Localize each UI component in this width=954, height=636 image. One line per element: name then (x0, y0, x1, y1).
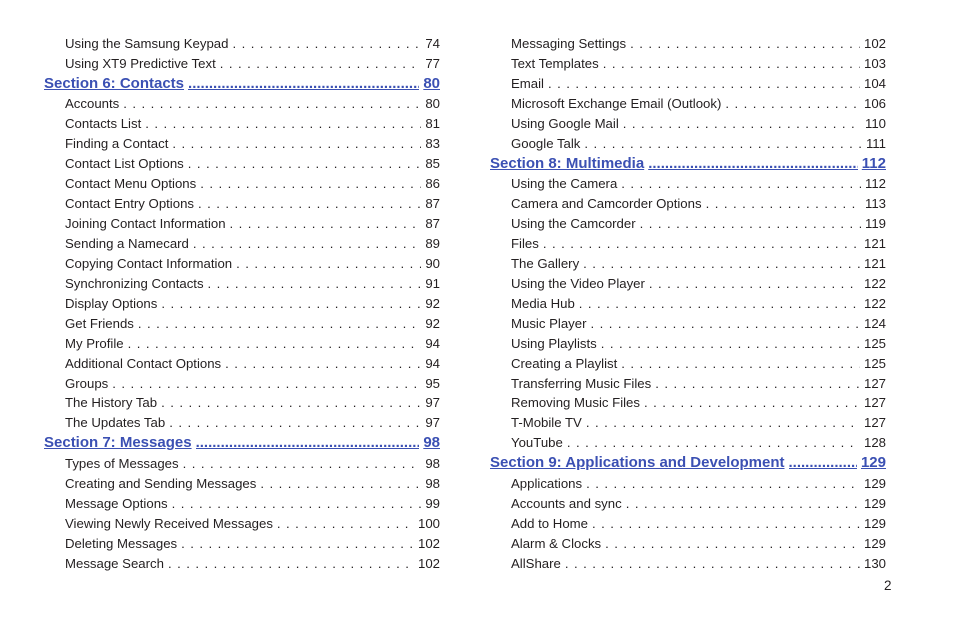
page-ref: 92 (425, 315, 440, 331)
dot-leader (196, 433, 420, 454)
dot-leader (543, 234, 860, 254)
page-ref: 129 (863, 475, 886, 491)
page-ref: 121 (863, 235, 886, 251)
entry-title: Using the Camera (511, 176, 618, 192)
entry-title: Creating and Sending Messages (65, 475, 257, 491)
entry-title: Using XT9 Predictive Text (65, 55, 216, 71)
page-ref: 125 (863, 335, 886, 351)
page-ref: 127 (863, 375, 886, 391)
entry-title: AllShare (511, 555, 561, 571)
toc-entry[interactable] (490, 413, 886, 433)
dot-leader (655, 374, 860, 394)
page-ref: 83 (425, 136, 440, 152)
toc-entry[interactable] (44, 234, 440, 254)
entry-title: Contacts List (65, 116, 142, 132)
page-ref: 87 (425, 196, 440, 212)
toc-entry[interactable] (44, 114, 440, 134)
section-title: Section 9: Applications and Development (490, 454, 785, 472)
page-ref: 102 (863, 36, 886, 51)
page-ref: 99 (425, 495, 440, 511)
entry-title: Google Talk (511, 135, 581, 151)
section-title: Section 7: Messages (44, 434, 192, 452)
page-ref: 124 (863, 315, 886, 331)
page-ref: 121 (863, 255, 886, 271)
page-ref: 111 (865, 135, 886, 151)
entry-title: Accounts and sync (511, 495, 622, 511)
toc-entry[interactable] (44, 334, 440, 354)
entry-title: Messaging Settings (511, 36, 627, 51)
entry-title: The Gallery (511, 255, 580, 271)
dot-leader (230, 214, 422, 234)
toc-entry[interactable] (44, 474, 440, 494)
entry-title: Add to Home (511, 515, 588, 531)
dot-leader (565, 554, 860, 574)
dot-leader (644, 393, 860, 413)
dot-leader (605, 534, 860, 554)
dot-leader (621, 174, 861, 194)
section-title: Section 8: Multimedia (490, 154, 645, 172)
toc-section-heading[interactable] (44, 433, 440, 454)
page-ref: 100 (417, 515, 440, 531)
dot-leader (220, 54, 422, 74)
entry-title: Using the Samsung Keypad (65, 36, 229, 51)
entry-title: Contact Menu Options (65, 176, 197, 192)
entry-title: Joining Contact Information (65, 216, 226, 231)
toc-entry[interactable] (44, 314, 440, 334)
toc-entry[interactable] (490, 534, 886, 554)
page-ref: 129 (863, 495, 886, 511)
page-ref: 91 (425, 275, 440, 291)
dot-leader (200, 174, 421, 194)
toc-entry[interactable] (490, 294, 886, 314)
entry-title: T-Mobile TV (511, 415, 582, 431)
dot-leader (584, 134, 862, 154)
dot-leader (193, 234, 421, 254)
toc-entry[interactable] (490, 34, 886, 54)
toc-entry[interactable] (44, 54, 440, 74)
entry-title: Groups (65, 375, 109, 391)
page-ref: 129 (863, 515, 886, 531)
page-ref: 81 (425, 116, 440, 132)
dot-leader (198, 194, 421, 214)
dot-leader (590, 314, 860, 334)
entry-title: Using the Video Player (511, 275, 645, 291)
entry-title: The Updates Tab (65, 415, 166, 431)
page-ref: 94 (425, 355, 440, 371)
page-ref: 122 (863, 295, 886, 311)
dot-leader (123, 94, 421, 114)
entry-title: Contact Entry Options (65, 196, 195, 212)
entry-title: My Profile (65, 335, 124, 351)
toc-entry[interactable] (44, 174, 440, 194)
dot-leader (260, 474, 421, 494)
toc-entry[interactable] (44, 554, 440, 574)
dot-leader (640, 214, 861, 234)
entry-title: Copying Contact Information (65, 255, 233, 271)
dot-leader (567, 433, 860, 453)
entry-title: Media Hub (511, 295, 575, 311)
toc-entry[interactable] (490, 134, 886, 154)
dot-leader (630, 34, 860, 54)
dot-leader (145, 114, 421, 134)
entry-title: Deleting Messages (65, 535, 178, 551)
dot-leader (172, 494, 422, 514)
toc-entry[interactable] (44, 454, 440, 474)
dot-leader (626, 494, 860, 514)
toc-entry[interactable] (490, 514, 886, 534)
toc-entry[interactable] (44, 494, 440, 514)
page-ref: 113 (864, 196, 886, 212)
dot-leader (236, 254, 421, 274)
entry-title: Display Options (65, 295, 158, 311)
page-ref: 102 (417, 535, 440, 551)
page-number: 2 (884, 578, 892, 593)
page-ref: 98 (425, 475, 440, 491)
entry-title: The History Tab (65, 395, 158, 411)
entry-title: Finding a Contact (65, 136, 169, 152)
dot-leader (601, 334, 860, 354)
dot-leader (169, 413, 421, 433)
entry-title: Sending a Namecard (65, 235, 189, 251)
toc-section-heading[interactable] (490, 154, 886, 175)
entry-title: Contact List Options (65, 156, 184, 172)
page-ref: 112 (861, 154, 886, 172)
toc-entry[interactable] (490, 234, 886, 254)
dot-leader (168, 554, 414, 574)
entry-title: Alarm & Clocks (511, 535, 602, 551)
entry-title: Using Playlists (511, 335, 597, 351)
toc-entry[interactable] (490, 374, 886, 394)
toc-section-heading[interactable] (44, 74, 440, 95)
entry-title: Message Options (65, 495, 168, 511)
page-ref: 129 (863, 535, 886, 551)
toc-left-column (44, 34, 440, 573)
page-ref: 112 (864, 176, 886, 192)
toc-section-heading[interactable] (490, 453, 886, 474)
toc-entry[interactable] (44, 374, 440, 394)
dot-leader (188, 154, 422, 174)
dot-leader (208, 274, 422, 294)
page-ref: 86 (425, 176, 440, 192)
entry-title: Viewing Newly Received Messages (65, 515, 273, 531)
page-ref: 98 (425, 455, 440, 471)
dot-leader (648, 154, 858, 175)
entry-title: Synchronizing Contacts (65, 275, 204, 291)
entry-title: Get Friends (65, 315, 134, 331)
dot-leader (183, 454, 422, 474)
entry-title: Message Search (65, 555, 164, 571)
dot-leader (603, 54, 860, 74)
toc-entry[interactable] (490, 254, 886, 274)
page-ref: 129 (860, 454, 886, 472)
toc-entry[interactable] (44, 154, 440, 174)
toc-entry[interactable] (44, 34, 440, 54)
toc-entry[interactable] (490, 433, 886, 453)
page-ref: 130 (863, 555, 886, 571)
entry-title: Email (511, 75, 544, 91)
entry-title: Using the Camcorder (511, 216, 636, 231)
dot-leader (586, 474, 860, 494)
dot-leader (112, 374, 421, 394)
page-ref: 87 (425, 216, 440, 231)
page-ref: 85 (425, 156, 440, 172)
toc-entry[interactable] (44, 194, 440, 214)
dot-leader (789, 453, 857, 474)
entry-title: Accounts (65, 96, 120, 112)
toc-entry[interactable] (490, 74, 886, 94)
toc-entry[interactable] (44, 413, 440, 433)
toc-entry[interactable] (490, 334, 886, 354)
entry-title: Additional Contact Options (65, 355, 222, 371)
page-ref: 97 (425, 415, 440, 431)
page-ref: 127 (863, 395, 886, 411)
page-ref: 77 (425, 55, 440, 71)
page-ref: 95 (425, 375, 440, 391)
page-ref: 110 (864, 115, 886, 131)
dot-leader (277, 514, 414, 534)
toc-entry[interactable] (490, 94, 886, 114)
toc-entry[interactable] (490, 174, 886, 194)
toc-entry[interactable] (490, 194, 886, 214)
toc-entry[interactable] (44, 294, 440, 314)
toc-entry[interactable] (490, 474, 886, 494)
page-ref: 94 (425, 335, 440, 351)
page-ref: 89 (425, 235, 440, 251)
toc-entry[interactable] (490, 554, 886, 574)
page-ref: 104 (863, 75, 886, 91)
dot-leader (232, 34, 421, 54)
page-ref: 122 (863, 275, 886, 291)
dot-leader (621, 354, 860, 374)
page-ref: 128 (863, 435, 886, 451)
page-ref: 98 (423, 434, 440, 452)
toc-right-column (490, 34, 886, 573)
toc-entry[interactable] (490, 494, 886, 514)
dot-leader (579, 294, 860, 314)
dot-leader (725, 94, 860, 114)
page-ref: 127 (863, 415, 886, 431)
page-ref: 106 (863, 95, 886, 111)
toc-entry[interactable] (44, 354, 440, 374)
page-ref: 80 (425, 96, 440, 112)
page-ref: 102 (417, 555, 440, 571)
section-title: Section 6: Contacts (44, 74, 185, 92)
toc-entry[interactable] (490, 314, 886, 334)
page-ref: 103 (863, 55, 886, 71)
entry-title: Types of Messages (65, 455, 179, 471)
dot-leader (623, 114, 861, 134)
toc-entry[interactable] (490, 214, 886, 234)
page-ref: 90 (425, 255, 440, 271)
entry-title: Files (511, 235, 539, 251)
entry-title: Using Google Mail (511, 115, 619, 131)
toc-entry[interactable] (490, 274, 886, 294)
entry-title: Transferring Music Files (511, 375, 652, 391)
toc-entry[interactable] (44, 94, 440, 114)
toc-entry[interactable] (44, 214, 440, 234)
toc-entry[interactable] (44, 134, 440, 154)
toc-entry[interactable] (490, 54, 886, 74)
page-ref: 80 (423, 74, 440, 92)
entry-title: Removing Music Files (511, 395, 640, 411)
dot-leader (583, 254, 860, 274)
dot-leader (586, 413, 860, 433)
page-ref: 92 (425, 295, 440, 311)
entry-title: Text Templates (511, 55, 599, 71)
entry-title: Applications (511, 475, 583, 491)
entry-title: YouTube (511, 435, 563, 451)
dot-leader (188, 74, 419, 95)
dot-leader (128, 334, 422, 354)
page-ref: 119 (864, 216, 886, 231)
page-ref: 74 (425, 36, 440, 51)
dot-leader (592, 514, 860, 534)
toc-entry[interactable] (44, 514, 440, 534)
dot-leader (649, 274, 860, 294)
dot-leader (172, 134, 421, 154)
toc-entry[interactable] (44, 393, 440, 413)
dot-leader (161, 294, 421, 314)
dot-leader (706, 194, 861, 214)
entry-title: Creating a Playlist (511, 355, 618, 371)
dot-leader (225, 354, 421, 374)
toc-entry[interactable] (490, 393, 886, 413)
toc-entry[interactable] (490, 354, 886, 374)
page-ref: 125 (863, 355, 886, 371)
page-ref: 97 (425, 395, 440, 411)
dot-leader (548, 74, 860, 94)
toc-entry[interactable] (44, 274, 440, 294)
entry-title: Microsoft Exchange Email (Outlook) (511, 95, 722, 111)
dot-leader (181, 534, 414, 554)
toc-entry[interactable] (44, 254, 440, 274)
toc-entry[interactable] (44, 534, 440, 554)
entry-title: Camera and Camcorder Options (511, 196, 702, 212)
dot-leader (138, 314, 421, 334)
toc-entry[interactable] (490, 114, 886, 134)
dot-leader (161, 393, 421, 413)
entry-title: Music Player (511, 315, 587, 331)
